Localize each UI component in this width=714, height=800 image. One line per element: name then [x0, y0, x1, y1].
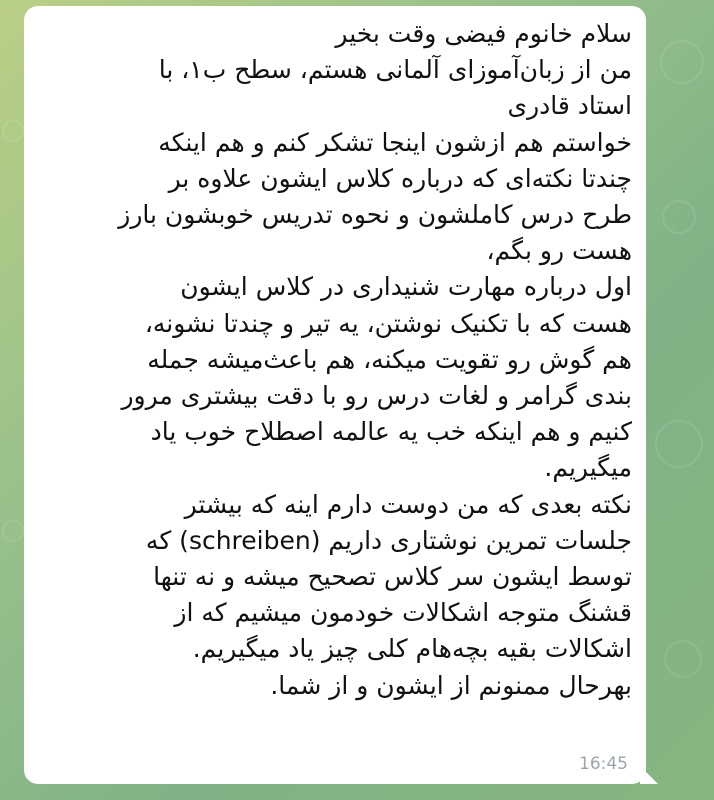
- wallpaper-doodle: [655, 420, 703, 468]
- message-line: طرح درس کاملشون و نحوه تدریس خوبشون بارز: [118, 200, 632, 230]
- wallpaper-doodle: [660, 40, 704, 84]
- wallpaper-doodle: [664, 640, 702, 678]
- message-line: توسط ایشون سر کلاس تصحیح میشه و نه تنها: [153, 562, 632, 592]
- message-line: هم گوش رو تقویت میکنه، هم باعث‌میشه جمله: [147, 344, 632, 374]
- message-line: نکته بعدی که من دوست دارم اینه که بیشتر: [184, 489, 632, 519]
- message-line: هست که با تکنیک نوشتن، یه تیر و چندتا نشونه،: [144, 308, 632, 338]
- message-line: جلسات تمرین نوشتاری داریم (schreiben) که: [145, 525, 632, 555]
- message-line: اول درباره مهارت شنیداری در کلاس ایشون: [180, 272, 632, 302]
- wallpaper-doodle: [662, 200, 696, 234]
- wallpaper-doodle: [2, 520, 24, 542]
- message-line: چندتا نکته‌ای که درباره کلاس ایشون علاوه بر: [168, 163, 632, 193]
- message-line: کنیم و هم اینکه خب یه عالمه اصطلاح خوب یاد: [150, 417, 632, 447]
- message-line: قشنگ متوجه اشکالات خودمون میشیم که از: [174, 598, 632, 628]
- message-bubble[interactable]: [24, 6, 646, 784]
- message-line: سلام خانوم فیضی وقت بخیر: [335, 19, 632, 48]
- message-line: میگیریم.: [544, 453, 632, 483]
- message-line: استاد قادری: [507, 91, 632, 121]
- message-line: بهرحال ممنونم از ایشون و از شما.: [270, 670, 632, 700]
- message-line: بندی گرامر و لغات درس رو با دقت بیشتری مرور: [121, 381, 632, 411]
- message-line: من از زبان‌آموزای آلمانی هستم، سطح ب۱، با: [158, 55, 632, 85]
- wallpaper-doodle: [2, 120, 24, 142]
- message-line: هست رو بگم،: [486, 236, 632, 266]
- message-line: خواستم هم ازشون اینجا تشکر کنم و هم اینکه: [158, 127, 632, 157]
- message-timestamp: 16:45: [579, 754, 628, 774]
- message-line: اشکالات بقیه بچه‌هام کلی چیز یاد میگیریم.: [192, 634, 632, 664]
- message-text: [36, 16, 632, 704]
